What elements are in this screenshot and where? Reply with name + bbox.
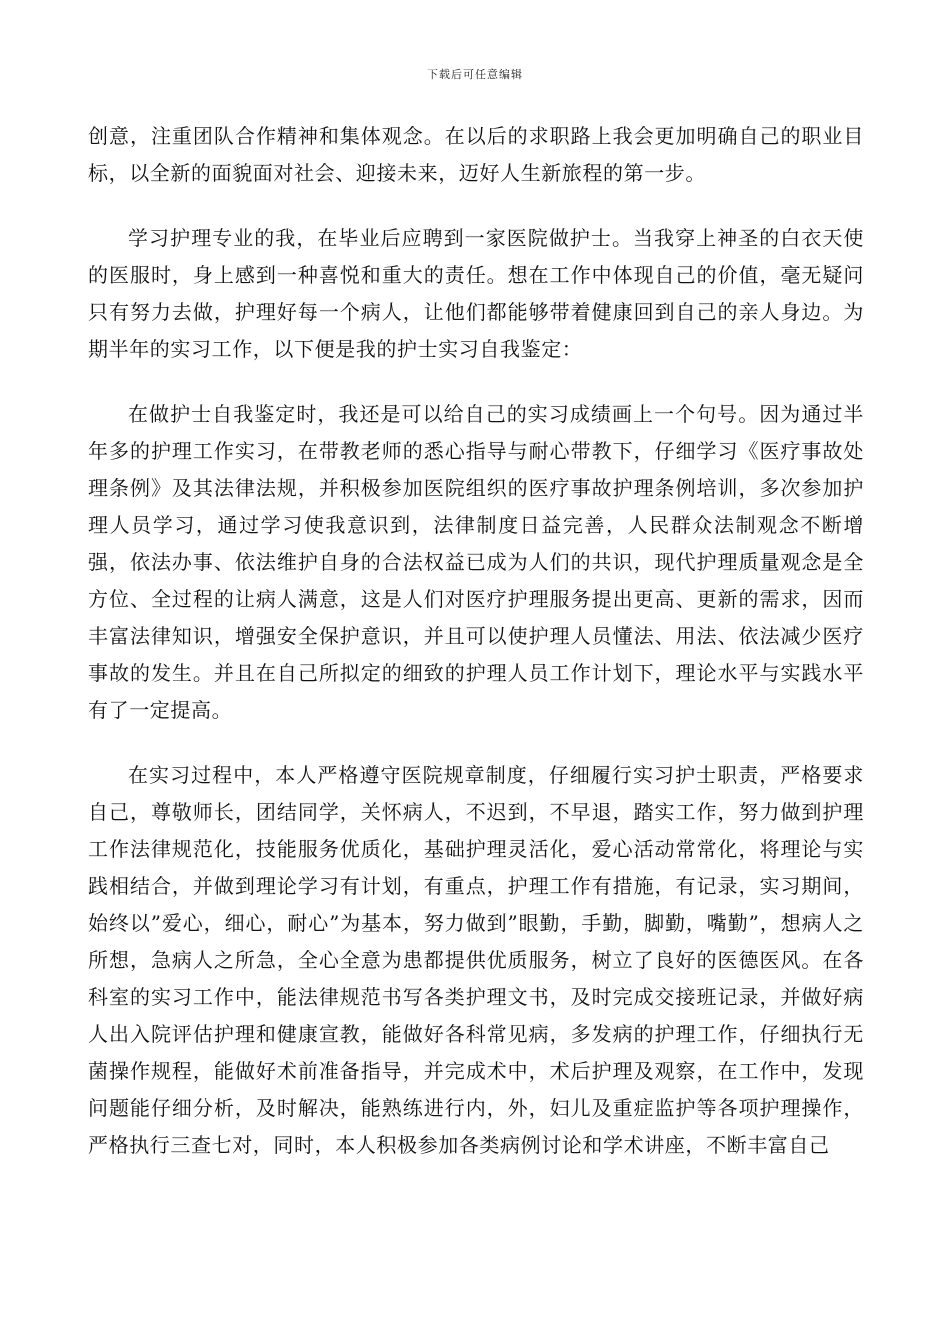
paragraph-3: 在做护士自我鉴定时，我还是可以给自己的实习成绩画上一个句号。因为通过半年多的护理工作实习，在带教老师的悉心指导与耐心带教下，仔细学习《医疗事故处理条例》及其法律法规，并积极参加医院组织的医疗事故护理条例培训，多次参加护理人员学习，通过学习使我意识到，法律制度日益完善，人民群众法制观念不断增强，依法办事、依法维护自身的合法权益已成为人们的共识，现代护理质量观念是全方位、全过程的让病人满意，这是人们对医疗护理服务提出更高、更新的需求，因而丰富法律知识，增强安全保护意识，并且可以使护理人员懂法、用法、依法减少医疗事故的发生。并且在自己所拟定的细致的护理人员工作计划下，理论水平与实践水平有了一定提高。 — [88, 402, 864, 722]
paragraph-1: 创意，注重团队合作精神和集体观念。在以后的求职路上我会更加明确自己的职业目标，以全新的面貌面对社会、迎接未来，迈好人生新旅程的第一步。 — [88, 124, 864, 185]
paragraph-2: 学习护理专业的我，在毕业后应聘到一家医院做护士。当我穿上神圣的白衣天使的医服时，身上感到一种喜悦和重大的责任。想在工作中体现自己的价值，毫无疑问只有努力去做，护理好每一个病人，让他们都能够带着健康回到自己的亲人身边。为期半年的实习工作，以下便是我的护士实习自我鉴定： — [88, 226, 864, 361]
document-body — [88, 118, 864, 1192]
paragraph-4: 在实习过程中，本人严格遵守医院规章制度，仔细履行实习护士职责，严格要求自己，尊敬师长，团结同学，关怀病人，不迟到，不早退，踏实工作，努力做到护理工作法律规范化，技能服务优质化，基础护理灵活化，爱心活动常常化，将理论与实践相结合，并做到理论学习有计划，有重点，护理工作有措施，有记录，实习期间，始终以”爱心，细心，耐心”为基本，努力做到”眼勤，手勤，脚勤，嘴勤”，想病人之所想，急病人之所急，全心全意为患都提供优质服务，树立了良好的医德医风。在各科室的实习工作中，能法律规范书写各类护理文书，及时完成交接班记录，并做好病人出入院评估护理和健康宣教，能做好各科常见病，多发病的护理工作，仔细执行无菌操作规程，能做好术前准备指导，并完成术中，术后护理及观察，在工作中，发现问题能仔细分析，及时解决，能熟练进行内，外，妇儿及重症监护等各项护理操作，严格执行三查七对，同时，本人积极参加各类病例讨论和学术讲座，不断丰富自己 — [88, 763, 864, 1157]
page-header: 下载后可任意编辑 — [427, 68, 523, 81]
